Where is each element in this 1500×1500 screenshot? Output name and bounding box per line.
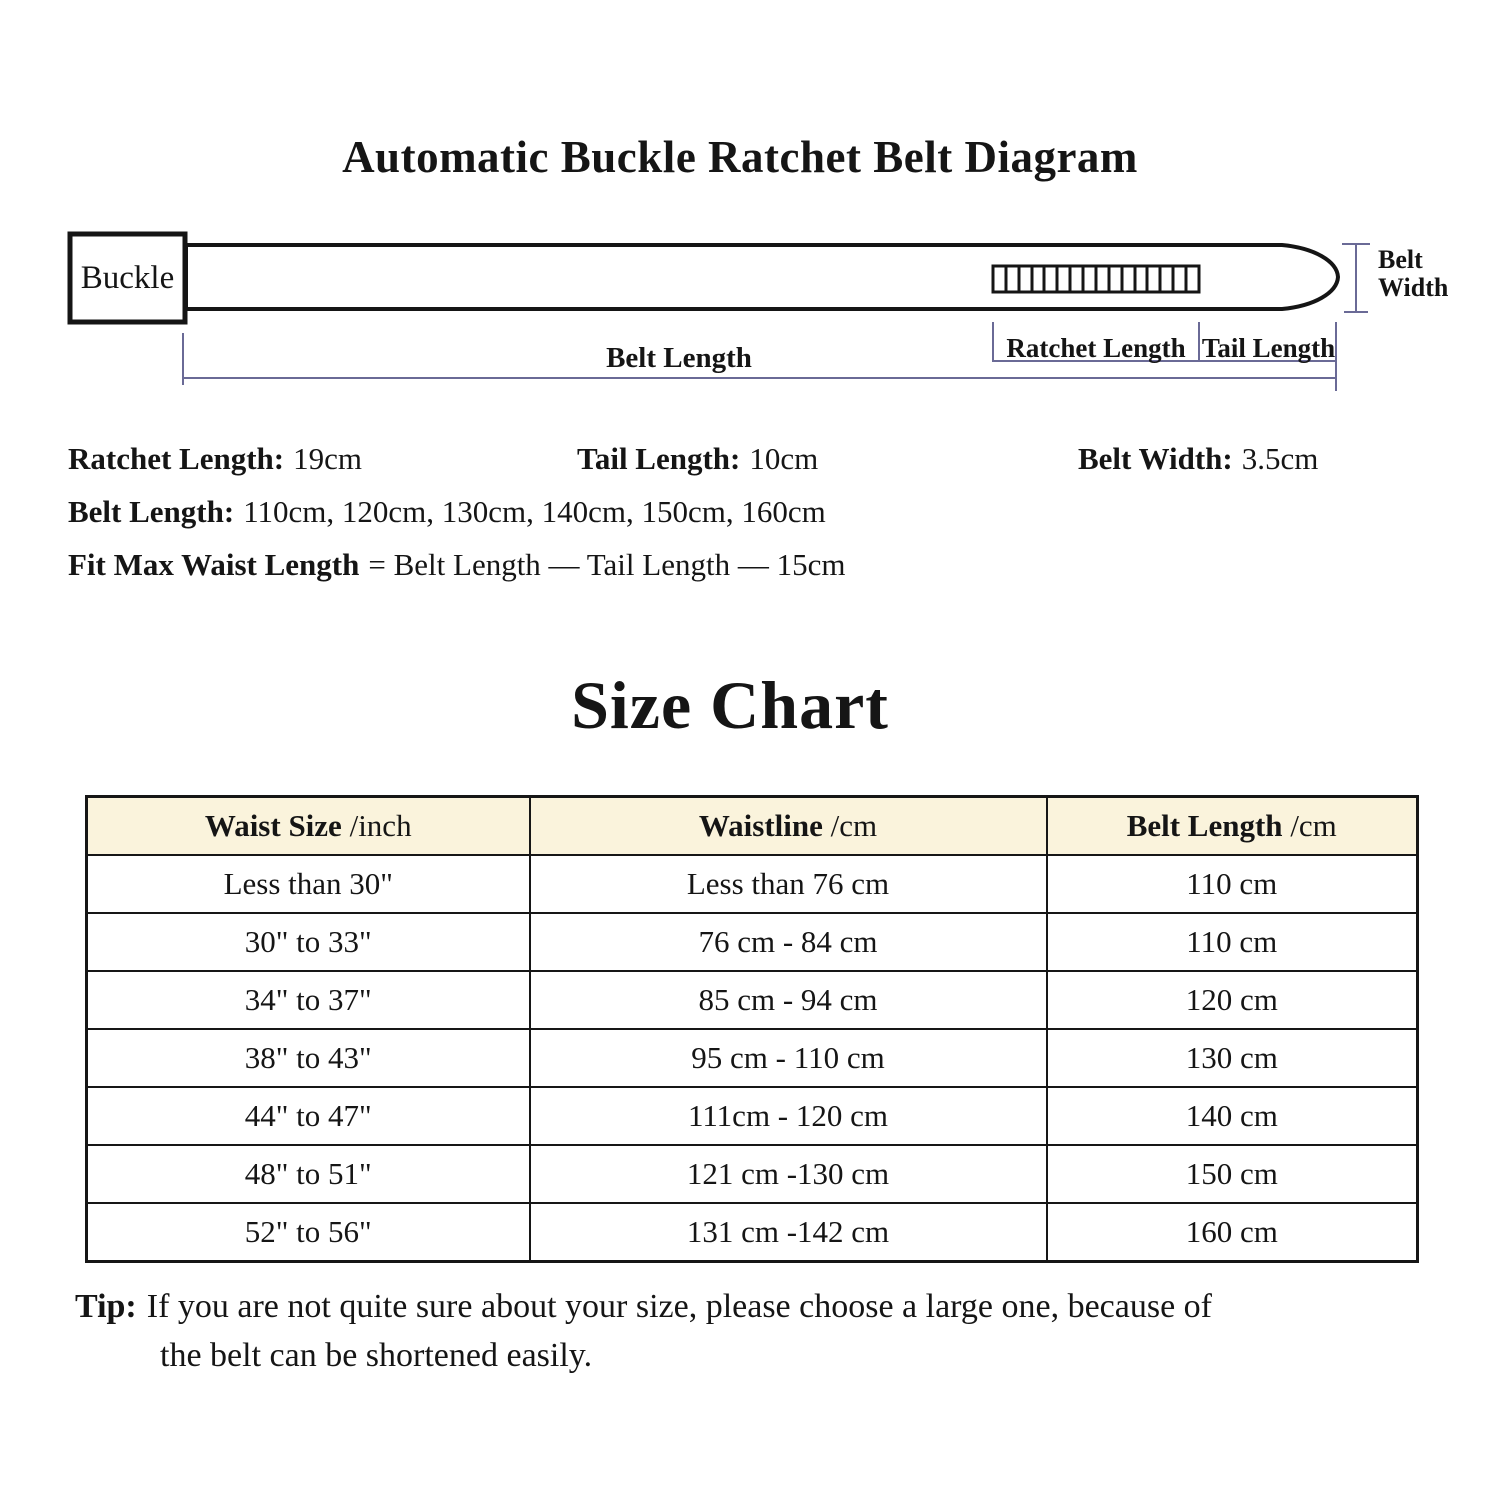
spec-belt-width-value: 3.5cm	[1241, 441, 1319, 476]
table-cell: 111cm - 120 cm	[530, 1087, 1047, 1145]
table-cell: 131 cm -142 cm	[530, 1203, 1047, 1262]
table-cell: 44" to 47"	[87, 1087, 530, 1145]
spec-fit-max-waist-label: Fit Max Waist Length	[68, 547, 360, 582]
size-chart-heading: Size Chart	[571, 667, 889, 743]
table-cell: 76 cm - 84 cm	[530, 913, 1047, 971]
ratchet-length-label: Ratchet Length	[1006, 333, 1186, 363]
belt-width-label: Belt Width	[1378, 245, 1449, 302]
spec-tail-length	[577, 441, 818, 477]
tail-length-label: Tail Length	[1201, 333, 1336, 363]
buckle-label: Buckle	[80, 259, 175, 296]
table-cell: 95 cm - 110 cm	[530, 1029, 1047, 1087]
table-cell: 150 cm	[1047, 1145, 1418, 1203]
spec-tail-length-label: Tail Length:	[577, 441, 741, 476]
table-cell: 160 cm	[1047, 1203, 1418, 1262]
table-cell: 52" to 56"	[87, 1203, 530, 1262]
table-cell: 140 cm	[1047, 1087, 1418, 1145]
spec-fit-max-waist	[68, 547, 845, 583]
spec-fit-max-waist-value: = Belt Length — Tail Length — 15cm	[368, 547, 846, 582]
table-cell: 120 cm	[1047, 971, 1418, 1029]
tip-label: Tip:	[75, 1288, 137, 1325]
tip-text	[75, 1288, 1212, 1326]
column-header-waist-size	[87, 797, 530, 856]
size-chart-table	[85, 795, 1419, 1263]
table-cell: 48" to 51"	[87, 1145, 530, 1203]
table-cell: Less than 76 cm	[530, 855, 1047, 913]
table-cell: 110 cm	[1047, 855, 1418, 913]
spec-ratchet-length-label: Ratchet Length:	[68, 441, 285, 476]
table-row	[87, 855, 1418, 913]
spec-ratchet-length	[68, 441, 362, 477]
table-cell: 85 cm - 94 cm	[530, 971, 1047, 1029]
table-cell: 121 cm -130 cm	[530, 1145, 1047, 1203]
table-cell: 110 cm	[1047, 913, 1418, 971]
column-header-waistline	[530, 797, 1047, 856]
spec-lines	[0, 0, 1500, 600]
table-row	[87, 913, 1418, 971]
column-header-unit: /inch	[349, 808, 412, 843]
table-cell: 30" to 33"	[87, 913, 530, 971]
table-row	[87, 971, 1418, 1029]
column-header-unit: /cm	[1290, 808, 1337, 843]
table-header-row	[87, 797, 1418, 856]
page-title: Automatic Buckle Ratchet Belt Diagram	[342, 132, 1138, 182]
table-row	[87, 1029, 1418, 1087]
spec-belt-length-value: 110cm, 120cm, 130cm, 140cm, 150cm, 160cm	[243, 494, 826, 529]
spec-ratchet-length-value: 19cm	[293, 441, 362, 476]
spec-belt-length-label: Belt Length:	[68, 494, 235, 529]
table-cell: 34" to 37"	[87, 971, 530, 1029]
spec-tail-length-value: 10cm	[749, 441, 819, 476]
tip-text-line2: the belt can be shortened easily.	[160, 1337, 593, 1374]
belt-length-label: Belt Length	[606, 342, 752, 374]
tip-line1-text: If you are not quite sure about your size, please choose a large one, because of	[146, 1288, 1212, 1325]
spec-belt-width-label: Belt Width:	[1078, 441, 1233, 476]
column-header-name: Belt Length	[1126, 808, 1283, 843]
table-cell: 130 cm	[1047, 1029, 1418, 1087]
column-header-name: Waist Size	[204, 808, 342, 843]
spec-belt-length	[68, 494, 826, 530]
spec-belt-width	[1078, 441, 1318, 477]
column-header-belt-length	[1047, 797, 1418, 856]
column-header-name: Waistline	[698, 808, 823, 843]
table-row	[87, 1145, 1418, 1203]
table-row	[87, 1087, 1418, 1145]
table-cell: 38" to 43"	[87, 1029, 530, 1087]
table-cell: Less than 30"	[87, 855, 530, 913]
table-row	[87, 1203, 1418, 1262]
column-header-unit: /cm	[830, 808, 878, 843]
